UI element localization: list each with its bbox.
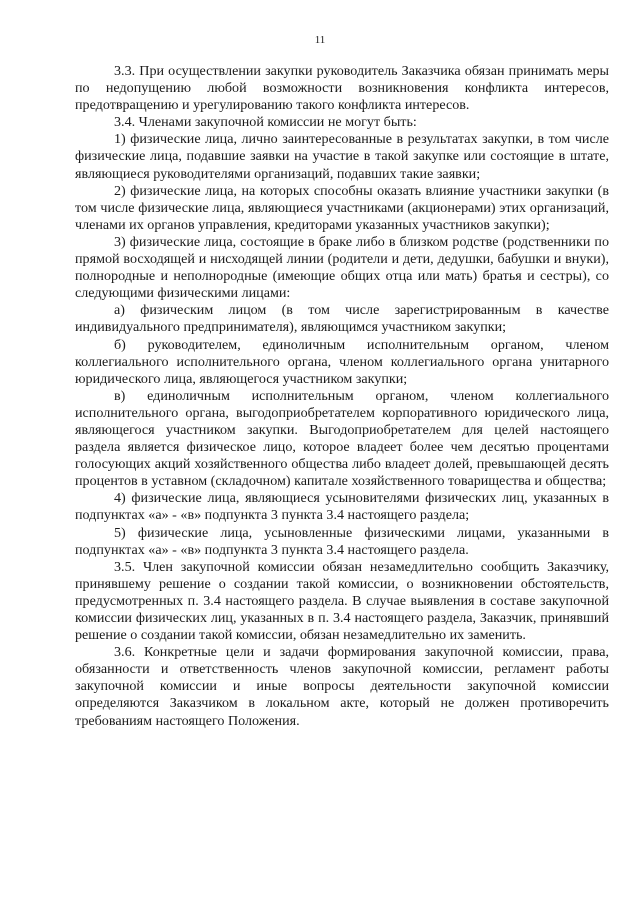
list-item-2: 2) физические лица, на которых способны оказать влияние участники закупки (в том числе физические лица, являющиеся участниками (акционерами) этих организаций, членами их органов управления, кредиторами указанных участников закупки);	[75, 182, 609, 233]
paragraph-3-6: 3.6. Конкретные цели и задачи формирования закупочной комиссии, права, обязанности и ответственность членов закупочной комиссии, регламент работы закупочной комиссии и иные вопросы деятельности закупочной комиссии определяются Заказчиком в локальном акте, который не должен противоречить требованиям настоящего Положения.	[75, 644, 609, 729]
list-item-1: 1) физические лица, лично заинтересованные в результатах закупки, в том числе физические лица, подавшие заявки на участие в такой закупке или состоящие в штате, являющиеся руководителями организаций, подавших такие заявки;	[75, 131, 609, 182]
document-body	[75, 63, 609, 730]
paragraph-3-3: 3.3. При осуществлении закупки руководитель Заказчика обязан принимать меры по недопущению любой возможности возникновения конфликта интересов, предотвращению и урегулированию такого конфликта интересов.	[75, 63, 609, 114]
page-number: 11	[314, 34, 326, 46]
paragraph-3-5: 3.5. Член закупочной комиссии обязан незамедлительно сообщить Заказчику, принявшему решение о создании такой комиссии, о возникновении обстоятельств, предусмотренных п. 3.4 настоящего раздела. В случае выявления в составе закупочной комиссии физических лиц, указанных в п. 3.4 настоящего раздела, Заказчик, принявший решение о создании такой комиссии, обязан незамедлительно их заменить.	[75, 558, 609, 644]
sub-item-b: б) руководителем, единоличным исполнительным органом, членом коллегиального исполнительного органа, членом коллегиального органа унитарного юридического лица, являющегося участником закупки;	[75, 336, 609, 387]
paragraph-3-4-heading: 3.4. Членами закупочной комиссии не могут быть:	[114, 114, 417, 131]
sub-item-a: а) физическим лицом (в том числе зарегистрированным в качестве индивидуального предпринимателя), являющимся участником закупки;	[75, 302, 609, 336]
list-item-4: 4) физические лица, являющиеся усыновителями физических лиц, указанных в подпунктах «а» - «в» подпункта 3 пункта 3.4 настоящего раздела;	[75, 490, 609, 524]
sub-item-v: в) единоличным исполнительным органом, членом коллегиального исполнительного органа, выгодоприобретателем корпоративного юридического лица, являющегося участником закупки. Выгодоприобретателем для целей настоящего раздела является физическое лицо, которое владеет более чем десятью процентами голосующих акций хозяйственного общества либо владеет долей, превышающей десять процентов в уставном (складочном) капитале хозяйственного товарищества и общества;	[75, 387, 609, 490]
list-item-5: 5) физические лица, усыновленные физическими лицами, указанными в подпунктах «а» - «в» подпункта 3 пункта 3.4 настоящего раздела.	[75, 524, 609, 558]
list-item-3: 3) физические лица, состоящие в браке либо в близком родстве (родственники по прямой восходящей и нисходящей линии (родители и дети, дедушки, бабушки и внуки), полнородные и неполнородные (имеющие общих отца или мать) братья и сестры), со следующими физическими лицами:	[75, 233, 609, 302]
